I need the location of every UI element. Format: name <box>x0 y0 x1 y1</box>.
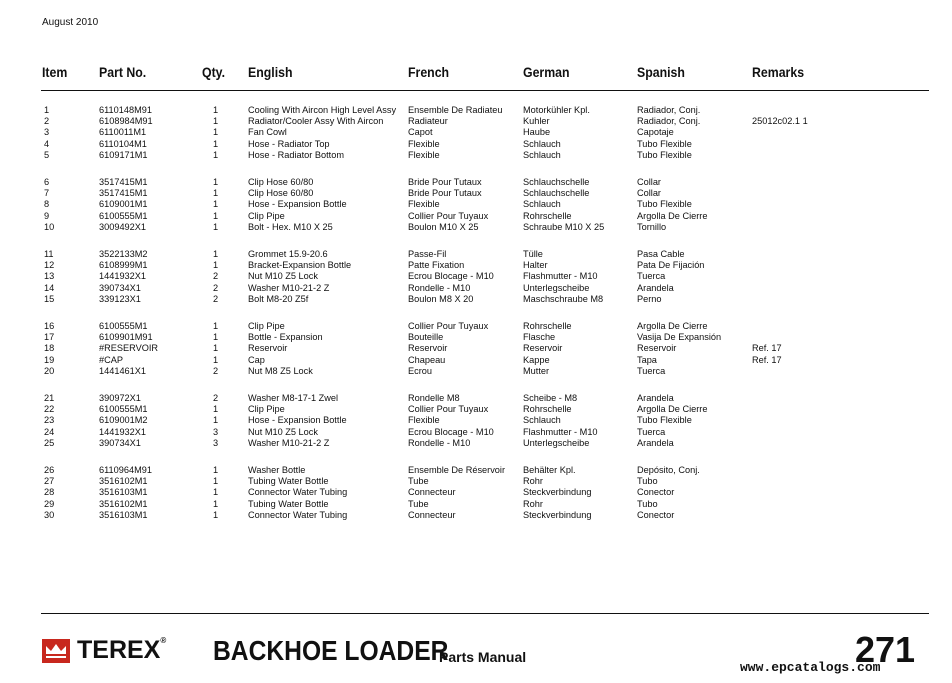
cell-qty: 1 <box>213 210 219 221</box>
cell-part: 6110964M91 <box>99 465 152 475</box>
cell-qty: 2 <box>213 365 219 376</box>
cell-part: 6100555M1 <box>99 321 148 331</box>
cell-german: Behälter Kpl. <box>523 465 576 475</box>
cell-french: Bride Pour Tutaux <box>408 177 482 187</box>
cell-qty: 1 <box>213 487 219 498</box>
cell-item: 3 <box>44 127 50 138</box>
cell-english: Bolt - Hex. M10 X 25 <box>248 221 333 232</box>
cell-spanish: Collar <box>637 188 661 199</box>
cell-french: Chapeau <box>408 354 446 365</box>
cell-french: Flexible <box>408 415 440 426</box>
cell-english: Tubing Water Bottle <box>248 498 329 509</box>
cell-spanish: Tuerca <box>637 365 666 376</box>
cell-item: 18 <box>44 343 55 354</box>
cell-part: 6109001M2 <box>99 415 148 426</box>
date-label: August 2010 <box>42 17 99 28</box>
col-header-english: English <box>248 64 293 80</box>
cell-item: 16 <box>44 321 55 331</box>
header-rule <box>41 90 929 91</box>
cell-part: 6109001M1 <box>99 199 148 210</box>
cell-french: Flexible <box>408 199 440 210</box>
cell-french: Passe-Fil <box>408 249 447 259</box>
cell-english: Cooling With Aircon High Level Assy <box>248 105 397 115</box>
cell-qty: 1 <box>213 465 219 475</box>
cell-french: Boulon M10 X 25 <box>408 221 479 232</box>
cell-part: #RESERVOIR <box>99 343 159 354</box>
cell-part: 1441461X1 <box>99 365 147 376</box>
cell-english: Fan Cowl <box>248 127 287 138</box>
cell-item: 7 <box>44 188 50 199</box>
cell-qty: 2 <box>213 282 219 293</box>
cell-german: Flashmutter - M10 <box>523 426 598 437</box>
cell-english: Washer M8-17-1 Zwel <box>248 393 339 403</box>
website-watermark: www.epcatalogs.com <box>740 660 881 675</box>
cell-german: Maschschraube M8 <box>523 293 604 304</box>
cell-qty: 1 <box>213 476 219 487</box>
cell-qty: 2 <box>213 293 219 304</box>
cell-german: Schlauch <box>523 415 561 426</box>
cell-english: Radiator/Cooler Assy With Aircon <box>248 116 384 127</box>
cell-qty: 1 <box>213 498 219 509</box>
cell-german: Kappe <box>523 354 550 365</box>
cell-english: Clip Hose 60/80 <box>248 188 314 199</box>
cell-spanish: Capotaje <box>637 127 674 138</box>
cell-item: 10 <box>44 221 55 232</box>
cell-part: 3517415M1 <box>99 177 148 187</box>
cell-spanish: Tapa <box>637 354 657 365</box>
cell-english: Clip Hose 60/80 <box>248 177 314 187</box>
cell-part: 6109171M1 <box>99 149 148 160</box>
cell-english: Washer Bottle <box>248 465 306 475</box>
cell-english: Bracket-Expansion Bottle <box>248 260 352 271</box>
cell-french: Bride Pour Tutaux <box>408 188 482 199</box>
cell-part: 339123X1 <box>99 293 141 304</box>
cell-part: 3516103M1 <box>99 509 148 520</box>
cell-qty: 1 <box>213 354 219 365</box>
cell-french: Tube <box>408 498 429 509</box>
cell-french: Boulon M8 X 20 <box>408 293 474 304</box>
cell-french: Capot <box>408 127 433 138</box>
cell-part: 3516102M1 <box>99 476 148 487</box>
col-header-qty: Qty. <box>202 64 226 80</box>
cell-item: 11 <box>44 249 54 259</box>
cell-qty: 3 <box>213 437 219 448</box>
cell-spanish: Tubo Flexible <box>637 138 692 149</box>
cell-french: Ecrou <box>408 365 433 376</box>
cell-part: 1441932X1 <box>99 426 147 437</box>
cell-qty: 1 <box>213 149 219 160</box>
cell-german: Scheibe - M8 <box>523 393 578 403</box>
cell-english: Nut M8 Z5 Lock <box>248 365 313 376</box>
cell-item: 27 <box>44 476 55 487</box>
cell-part: 3516103M1 <box>99 487 148 498</box>
cell-spanish: Conector <box>637 509 675 520</box>
cell-qty: 1 <box>213 509 219 520</box>
cell-qty: 1 <box>213 332 219 343</box>
cell-item: 20 <box>44 365 55 376</box>
cell-german: Steckverbindung <box>523 509 592 520</box>
cell-item: 14 <box>44 282 55 293</box>
cell-french: Ensemble De Radiateu <box>408 105 503 115</box>
cell-item: 13 <box>44 271 55 282</box>
cell-qty: 1 <box>213 249 219 259</box>
cell-part: #CAP <box>99 354 124 365</box>
cell-german: Rohrschelle <box>523 404 572 415</box>
cell-item: 1 <box>44 105 50 115</box>
cell-remarks: Ref. 17 <box>752 354 782 365</box>
cell-item: 22 <box>44 404 55 415</box>
cell-french: Collier Pour Tuyaux <box>408 210 489 221</box>
cell-german: Schlauchschelle <box>523 188 590 199</box>
cell-english: Hose - Radiator Top <box>248 138 330 149</box>
cell-spanish: Arandela <box>637 282 674 293</box>
cell-item: 8 <box>44 199 50 210</box>
cell-german: Schlauchschelle <box>523 177 590 187</box>
cell-item: 17 <box>44 332 55 343</box>
cell-french: Reservoir <box>408 343 448 354</box>
cell-french: Ecrou Blocage - M10 <box>408 426 494 437</box>
cell-item: 21 <box>44 393 55 403</box>
cell-french: Radiateur <box>408 116 448 127</box>
cell-qty: 1 <box>213 199 219 210</box>
cell-item: 30 <box>44 509 55 520</box>
cell-part: 6110104M1 <box>99 138 147 149</box>
cell-qty: 1 <box>213 221 219 232</box>
cell-german: Unterlegscheibe <box>523 437 590 448</box>
cell-item: 5 <box>44 149 50 160</box>
cell-spanish: Collar <box>637 177 661 187</box>
cell-english: Washer M10-21-2 Z <box>248 282 330 293</box>
cell-part: 6110148M91 <box>99 105 152 115</box>
col-header-german: German <box>523 64 570 80</box>
cell-english: Connector Water Tubing <box>248 509 348 520</box>
cell-item: 26 <box>44 465 55 475</box>
cell-item: 29 <box>44 498 55 509</box>
cell-spanish: Argolla De Cierre <box>637 210 708 221</box>
cell-english: Bottle - Expansion <box>248 332 323 343</box>
cell-spanish: Tubo <box>637 476 658 487</box>
cell-german: Flashmutter - M10 <box>523 271 598 282</box>
cell-qty: 1 <box>213 321 219 331</box>
cell-item: 9 <box>44 210 50 221</box>
cell-german: Reservoir <box>523 343 563 354</box>
cell-english: Reservoir <box>248 343 288 354</box>
cell-qty: 3 <box>213 426 219 437</box>
cell-spanish: Radiador, Conj. <box>637 116 701 127</box>
cell-german: Flasche <box>523 332 556 343</box>
cell-german: Motorkühler Kpl. <box>523 105 590 115</box>
cell-english: Clip Pipe <box>248 210 285 221</box>
cell-english: Hose - Expansion Bottle <box>248 199 347 210</box>
cell-part: 3516102M1 <box>99 498 148 509</box>
cell-french: Rondelle - M10 <box>408 437 471 448</box>
cell-qty: 1 <box>213 343 219 354</box>
cell-part: 6110011M1 <box>99 127 147 138</box>
cell-english: Tubing Water Bottle <box>248 476 329 487</box>
cell-english: Hose - Expansion Bottle <box>248 415 347 426</box>
cell-qty: 1 <box>213 105 219 115</box>
cell-spanish: Argolla De Cierre <box>637 321 708 331</box>
cell-part: 3009492X1 <box>99 221 147 232</box>
cell-french: Tube <box>408 476 429 487</box>
cell-english: Washer M10-21-2 Z <box>248 437 330 448</box>
cell-remarks: Ref. 17 <box>752 343 782 354</box>
cell-german: Halter <box>523 260 548 271</box>
cell-french: Bouteille <box>408 332 444 343</box>
cell-item: 25 <box>44 437 55 448</box>
cell-spanish: Conector <box>637 487 675 498</box>
cell-german: Rohrschelle <box>523 210 572 221</box>
cell-german: Mutter <box>523 365 550 376</box>
cell-part: 6100555M1 <box>99 404 148 415</box>
cell-german: Rohrschelle <box>523 321 572 331</box>
cell-german: Schraube M10 X 25 <box>523 221 605 232</box>
cell-qty: 2 <box>213 271 219 282</box>
cell-german: Unterlegscheibe <box>523 282 590 293</box>
cell-german: Schlauch <box>523 149 561 160</box>
cell-english: Clip Pipe <box>248 321 285 331</box>
cell-qty: 1 <box>213 177 219 187</box>
cell-french: Connecteur <box>408 509 456 520</box>
cell-part: 6109901M91 <box>99 332 153 343</box>
cell-german: Steckverbindung <box>523 487 592 498</box>
cell-item: 19 <box>44 354 55 365</box>
cell-spanish: Tornillo <box>637 221 667 232</box>
cell-spanish: Pata De Fijación <box>637 260 705 271</box>
cell-english: Cap <box>248 354 265 365</box>
cell-qty: 1 <box>213 138 219 149</box>
cell-part: 3522133M2 <box>99 249 148 259</box>
cell-english: Nut M10 Z5 Lock <box>248 271 318 282</box>
col-header-spanish: Spanish <box>637 64 685 80</box>
terex-registered-mark: ® <box>160 636 167 645</box>
cell-english: Nut M10 Z5 Lock <box>248 426 318 437</box>
cell-french: Flexible <box>408 149 440 160</box>
cell-spanish: Tuerca <box>637 271 666 282</box>
cell-french: Flexible <box>408 138 440 149</box>
col-header-french: French <box>408 64 450 80</box>
cell-part: 390972X1 <box>99 393 141 403</box>
cell-french: Rondelle - M10 <box>408 282 471 293</box>
cell-german: Schlauch <box>523 199 561 210</box>
cell-spanish: Tubo Flexible <box>637 149 692 160</box>
cell-part: 6108984M91 <box>99 116 153 127</box>
cell-spanish: Depósito, Conj. <box>637 465 700 475</box>
cell-english: Grommet 15.9-20.6 <box>248 249 328 259</box>
cell-spanish: Arandela <box>637 393 674 403</box>
cell-french: Connecteur <box>408 487 456 498</box>
cell-english: Hose - Radiator Bottom <box>248 149 344 160</box>
cell-remarks: 25012c02.1 1 <box>752 116 808 127</box>
cell-qty: 1 <box>213 188 219 199</box>
cell-spanish: Tubo Flexible <box>637 199 692 210</box>
terex-crown-icon <box>42 639 70 663</box>
cell-spanish: Reservoir <box>637 343 677 354</box>
cell-item: 12 <box>44 260 55 271</box>
footer-rule <box>41 613 929 614</box>
cell-french: Collier Pour Tuyaux <box>408 404 489 415</box>
cell-german: Rohr <box>523 498 543 509</box>
col-header-item: Item <box>42 64 68 80</box>
cell-spanish: Tubo <box>637 498 658 509</box>
cell-french: Ensemble De Réservoir <box>408 465 506 475</box>
cell-item: 15 <box>44 293 55 304</box>
terex-brand <box>77 636 166 665</box>
cell-english: Connector Water Tubing <box>248 487 348 498</box>
cell-english: Bolt M8-20 Z5f <box>248 293 309 304</box>
col-header-remarks: Remarks <box>752 64 805 80</box>
cell-part: 390734X1 <box>99 437 141 448</box>
cell-item: 6 <box>44 177 50 187</box>
cell-part: 6108999M1 <box>99 260 148 271</box>
cell-german: Kuhler <box>523 116 550 127</box>
cell-spanish: Arandela <box>637 437 674 448</box>
cell-french: Rondelle M8 <box>408 393 460 403</box>
cell-qty: 1 <box>213 116 219 127</box>
cell-spanish: Pasa Cable <box>637 249 685 259</box>
cell-part: 1441932X1 <box>99 271 147 282</box>
cell-qty: 2 <box>213 393 219 403</box>
cell-spanish: Tuerca <box>637 426 666 437</box>
cell-spanish: Tubo Flexible <box>637 415 692 426</box>
cell-item: 2 <box>44 116 50 127</box>
cell-german: Rohr <box>523 476 543 487</box>
manual-subtitle: Parts Manual <box>439 649 527 665</box>
cell-item: 24 <box>44 426 55 437</box>
cell-qty: 1 <box>213 127 219 138</box>
cell-spanish: Vasija De Expansión <box>637 332 722 343</box>
cell-item: 23 <box>44 415 55 426</box>
cell-item: 28 <box>44 487 55 498</box>
cell-german: Haube <box>523 127 551 138</box>
cell-french: Patte Fixation <box>408 260 465 271</box>
cell-spanish: Radiador, Conj. <box>637 105 701 115</box>
cell-qty: 1 <box>213 415 219 426</box>
cell-part: 3517415M1 <box>99 188 148 199</box>
cell-spanish: Argolla De Cierre <box>637 404 708 415</box>
cell-qty: 1 <box>213 404 219 415</box>
cell-part: 6100555M1 <box>99 210 148 221</box>
cell-german: Schlauch <box>523 138 561 149</box>
cell-part: 390734X1 <box>99 282 141 293</box>
cell-french: Collier Pour Tuyaux <box>408 321 489 331</box>
cell-french: Ecrou Blocage - M10 <box>408 271 494 282</box>
cell-qty: 1 <box>213 260 219 271</box>
terex-brand-text: TEREX <box>77 636 161 664</box>
manual-title: BACKHOE LOADER <box>213 635 449 666</box>
terex-logo <box>42 639 70 668</box>
cell-german: Tülle <box>523 249 543 259</box>
cell-item: 4 <box>44 138 50 149</box>
col-header-part: Part No. <box>99 64 147 80</box>
page-number: 271 <box>855 629 916 670</box>
cell-spanish: Perno <box>637 293 662 304</box>
cell-english: Clip Pipe <box>248 404 285 415</box>
